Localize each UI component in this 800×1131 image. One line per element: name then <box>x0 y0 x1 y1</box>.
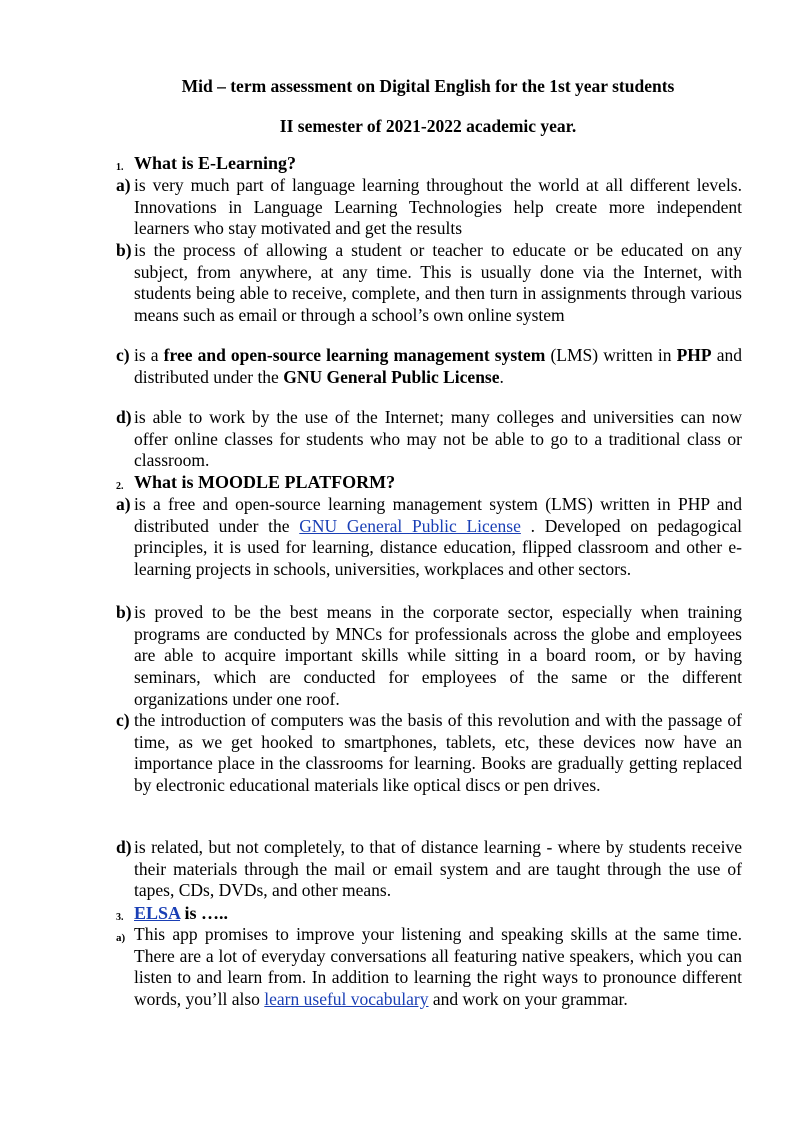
option-1b-label: b) <box>116 240 132 260</box>
option-1c-label: c) <box>116 345 130 365</box>
option-2b-text: is proved to be the best means in the corporate sector, especially when training programs are conducted by MNCs for professionals across the globe and employees are able to acquire important skills while sitting in a board room, or by having seminars, which are conducted for employees of the same or the different organizations under one roof. <box>134 602 742 709</box>
question-3-number: 3. <box>116 912 124 923</box>
option-1c-part: and distributed under the <box>134 345 742 387</box>
option-1a-label: a) <box>116 175 131 195</box>
document-title: Mid – term assessment on Digital English for the 1st year students <box>181 76 675 96</box>
option-1c-text <box>134 345 742 388</box>
question-2-text: What is MOODLE PLATFORM? <box>134 472 396 492</box>
option-3a-text <box>134 924 742 1011</box>
question-1-text: What is E-Learning? <box>134 153 297 173</box>
option-3a-part: and work on your grammar. <box>428 989 628 1010</box>
option-3a-part: This app promises to improve your listening and speaking skills at the same time. There are a lot of everyday conversations all featuring native speakers, which you can listen to and learn from. In addition to learning the right ways to pronounce different words, you’ll also <box>134 924 742 1010</box>
option-2d-text: is related, but not completely, to that of distance learning - where by students receive their materials through the mail or email system and are taught through the use of tapes, CDs, DVDs, and other means. <box>134 837 742 901</box>
gpl-link[interactable]: GNU General Public License <box>299 515 521 536</box>
option-3a-label: a) <box>116 932 126 944</box>
option-2a-text <box>134 494 742 581</box>
option-2a-part: . Developed on pedagogical principles, it is used for learning, distance education, flipped classroom and other e-learning projects in schools, universities, workplaces and other sectors. <box>134 515 742 580</box>
option-1d-label: d) <box>116 407 132 427</box>
elsa-link[interactable]: ELSA <box>134 903 181 923</box>
option-2d-label: d) <box>116 837 132 857</box>
document-subtitle: II semester of 2021-2022 academic year. <box>279 116 577 136</box>
question-3-suffix: is ….. <box>180 903 229 923</box>
question-2-number: 2. <box>116 481 124 492</box>
option-1d-text: is able to work by the use of the Internet; many colleges and universities can now offer online classes for students who may not be able to go to a traditional class or classroom. <box>134 407 742 471</box>
option-1c-part: (LMS) written in <box>545 345 677 365</box>
option-2a-part: is a free and open-source learning management system (LMS) written in PHP and distributed under the <box>134 494 742 536</box>
gpl-term: GNU General Public License <box>283 366 500 387</box>
option-2b-label: b) <box>116 602 132 622</box>
option-2c-label: c) <box>116 710 130 730</box>
option-1c-part: is a <box>134 345 164 365</box>
option-1c-part: . <box>499 366 504 387</box>
option-2a-label: a) <box>116 494 131 514</box>
vocabulary-link[interactable]: learn useful vocabulary <box>264 989 429 1010</box>
php-term: PHP <box>676 345 712 365</box>
option-1b-text: is the process of allowing a student or teacher to educate or be educated on any subject, from anywhere, at any time. This is usually done via the Internet, with students being able to receive, complete, and then turn in assignments through various means such as email or through a school’s own online system <box>134 240 742 326</box>
option-2c-text: the introduction of computers was the basis of this revolution and with the passage of time, as we get hooked to smartphones, tablets, etc, these devices now have an importance place in the classrooms for learning. Books are gradually getting replaced by electronic educational materials like optical discs or pen drives. <box>134 710 742 796</box>
option-1a-text: is very much part of language learning throughout the world at all different levels. Innovations in Language Learning Technologies help create more independent learners who stay motivated and get the results <box>134 175 742 239</box>
question-1-number: 1. <box>116 162 124 173</box>
lms-term: free and open-source learning management system <box>163 345 546 365</box>
question-3-text <box>134 903 228 925</box>
